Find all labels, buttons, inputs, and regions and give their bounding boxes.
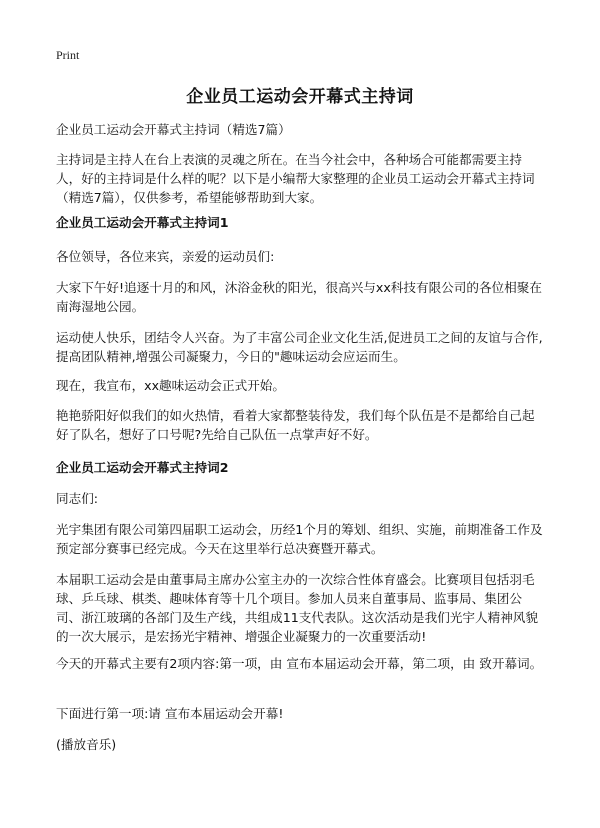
section-2-paragraph: 下面进行第一项:请 宣布本届运动会开幕!	[56, 706, 284, 721]
section-1-paragraph: 艳艳骄阳好似我们的如火热情，看着大家都整装待发，我们每个队伍是不是都给自己起好了队名，想好了口号呢?先给自己队伍一点掌声好不好。	[56, 408, 535, 442]
page-title: 企业员工运动会开幕式主持词	[186, 87, 414, 107]
section-1-paragraph: 现在，我宣布，xx趣味运动会正式开始。	[56, 378, 285, 393]
section-2-paragraph: 今天的开幕式主要有2项内容:第一项，由 宣布本届运动会开幕，第二项，由 致开幕词。	[56, 656, 543, 671]
section-2-paragraph: 本届职工运动会是由董事局主席办公室主办的一次综合性体育盛会。比赛项目包括羽毛球、乒乓球、棋类、趣味体育等十几个项目。参加人员来自董事局、监事局、集团公司、浙江玻璃的各部门及生产线，共组成11支代表队。这次活动是我们光宇人精神风貌的一次大展示，是宏扬光宇精神、增强企业凝聚力的一次重要活动!	[56, 572, 538, 644]
print-label[interactable]: Print	[56, 48, 80, 62]
section-2-paragraph: 同志们:	[56, 491, 99, 506]
section-1-heading: 企业员工运动会开幕式主持词1	[56, 215, 229, 230]
subtitle: 企业员工运动会开幕式主持词（精选7篇）	[56, 122, 291, 137]
section-1-paragraph: 运动使人快乐，团结令人兴奋。为了丰富公司企业文化生活,促进员工之间的友谊与合作,提高团队精神,增强公司凝聚力，今日的"趣味运动会应运而生。	[56, 330, 543, 364]
section-2-paragraph: 光宇集团有限公司第四届职工运动会，历经1个月的筹划、组织、实施，前期准备工作及预定部分赛事已经完成。今天在这里举行总决赛暨开幕式。	[56, 522, 543, 556]
section-2-heading: 企业员工运动会开幕式主持词2	[56, 460, 229, 475]
section-2-paragraph: (播放音乐)	[56, 737, 117, 752]
section-1-paragraph: 各位领导，各位来宾，亲爱的运动员们:	[56, 249, 275, 264]
section-1-paragraph: 大家下午好!追逐十月的和风，沐浴金秋的阳光，很高兴与xx科技有限公司的各位相聚在南海湿地公园。	[56, 280, 542, 314]
intro-paragraph: 主持词是主持人在台上表演的灵魂之所在。在当今社会中，各种场合可能都需要主持人，好的主持词是什么样的呢？以下是小编帮大家整理的企业员工运动会开幕式主持词（精选7篇），仅供参考，希望能够帮助到大家。	[56, 152, 535, 205]
